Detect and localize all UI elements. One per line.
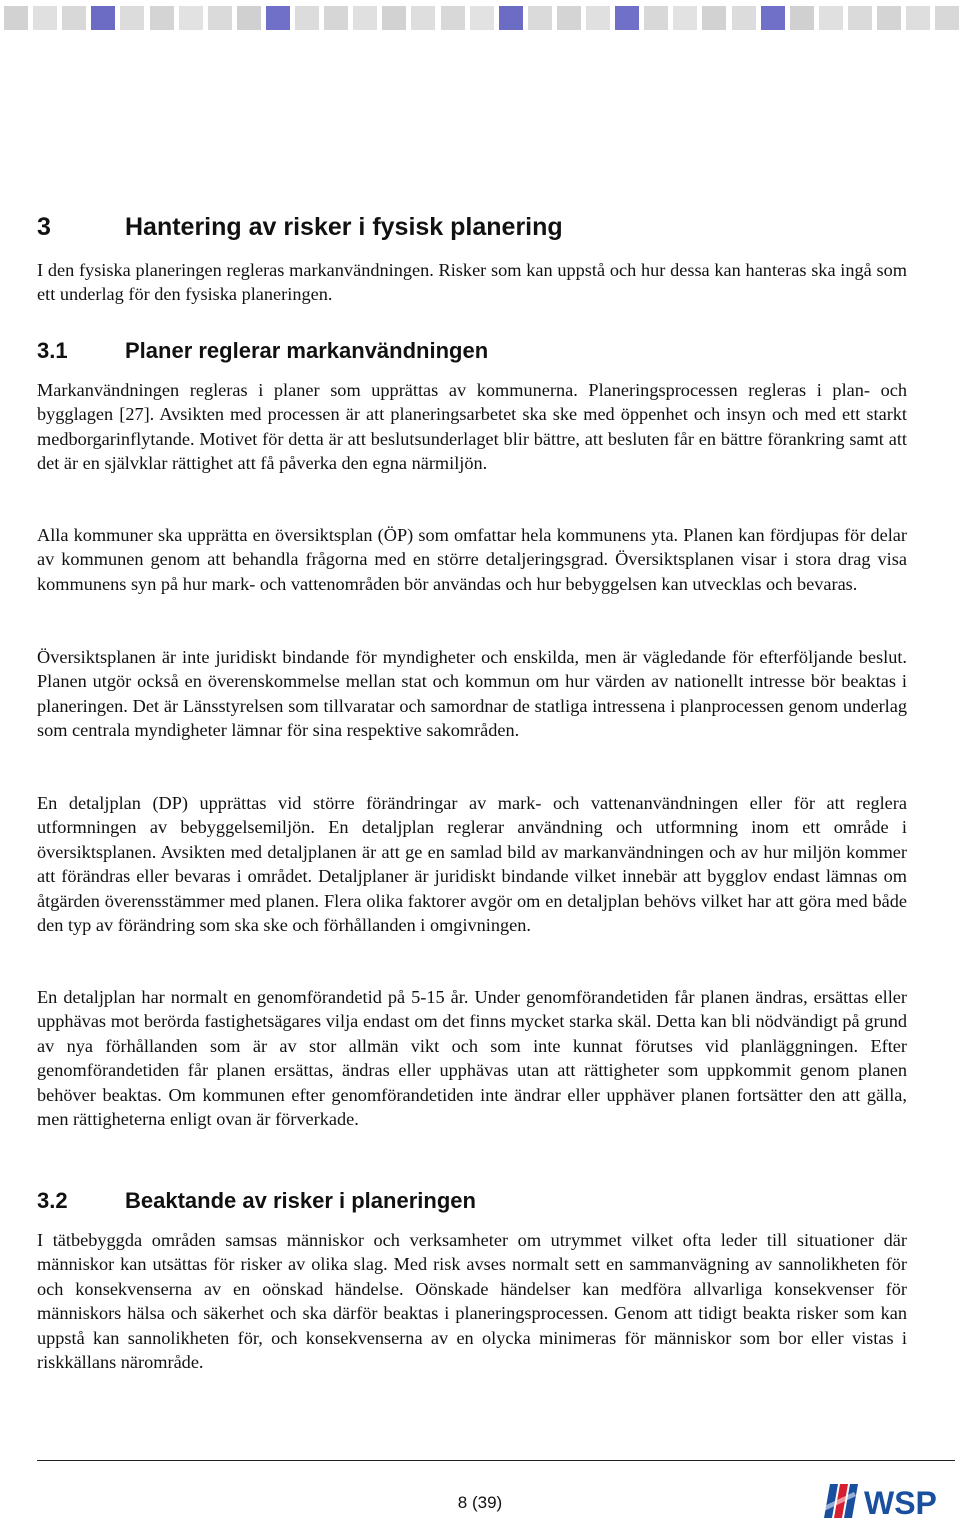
header-square [470,6,494,30]
body-paragraph: Alla kommuner ska upprätta en översiktsplan (ÖP) som omfattar hela kommunens yta. Planen kan fördjupas för delar av kommunen genom att behandla frågorna med en större detaljeringsgrad. Översiktsplanen visar i stora drag visa kommunens syn på hur mark- och vattenområden bör användas och hur bebyggelsen kan utvecklas och bevaras. [37,525,907,594]
section-intro-paragraph: I den fysiska planeringen regleras markanvändningen. Risker som kan uppstå och hur dessa kan hanteras ska ingå som ett underlag för den fysiska planeringen. [37,260,907,305]
header-square [208,6,232,30]
wsp-logo [820,1478,960,1522]
header-square [411,6,435,30]
section-number: 3.1 [37,338,68,363]
body-paragraph: Markanvändningen regleras i planer som upprättas av kommunerna. Planeringsprocessen regleras i plan- och bygglagen [27]. Avsikten med processen är att planeringsarbetet ska ske med öppenhet och insyn och med ett starkt medborgarinflytande. Motivet för detta är att beslutsunderlaget blir bättre, att besluten får en bättre förankring samt att det är en självklar rättighet att få påverka den egna närmiljön. [37,380,907,474]
section-title: Beaktande av risker i planeringen [125,1188,476,1213]
header-square [644,6,668,30]
footer-divider [37,1460,955,1461]
body-paragraph: En detaljplan har normalt en genomförandetid på 5-15 år. Under genomförandetiden får planen ändras, ersättas eller upphävas mot berörda fastighetsägares vilja endast om det finns mycket starka skäl. Detta kan bli nödvändigt på grund av nya förhållanden som är av stor allmän vikt och som inte kunnat förutses vid planläggningen. Efter genomförandetiden får planen ersättas, ändras eller upphävas utan att rättigheter som uppkommit genom planen behöver beaktas. Om kommunen efter genomförandetiden inte ändrar eller upphäver planen fortsätter den att gälla, men rättigheterna enligt ovan är förverkade. [37,987,907,1130]
header-square [615,6,639,30]
header-square [702,6,726,30]
page-number: 8 (39) [457,1493,503,1512]
header-square [732,6,756,30]
header-square [761,6,785,30]
body-paragraph: En detaljplan (DP) upprättas vid större förändringar av mark- och vattenanvändningen eller för att reglera utformningen av bebyggelsemiljön. En detaljplan reglerar användning och utformning inom ett område i översiktsplanen. Avsikten med detaljplanen är att ge en samlad bild av markanvändningen och av hur miljön kommer att förändras eller bevaras i området. Detaljplaner är juridiskt bindande vilket innebär att bygglov endast lämnas om åtgärden överensstämmer med planen. Flera olika faktorer avgör om en detaljplan behövs vilket har att göra med både den typ av förändring som ska ske och förhållanden i omgivningen. [37,793,907,936]
header-square [62,6,86,30]
header-square [179,6,203,30]
header-square [790,6,814,30]
header-square [528,6,552,30]
section-number: 3.2 [37,1188,68,1213]
body-paragraph: Översiktsplanen är inte juridiskt bindande för myndigheter och enskilda, men är vägledande för efterföljande beslut. Planen utgör också en överenskommelse mellan stat och kommun om hur värden av nationellt intresse bör beaktas i planeringen. Det är Länsstyrelsen som tillvaratar och samordnar de statliga intressena i planprocessen genom underlag som centrala myndigheter lämnar för sina respektive sakområden. [37,647,907,741]
header-square [295,6,319,30]
header-square [441,6,465,30]
header-square [877,6,901,30]
section-title: Hantering av risker i fysisk planering [125,213,563,241]
header-square [120,6,144,30]
section-title: Planer reglerar markanvändningen [125,338,489,363]
wsp-logo-mark-icon [820,1484,858,1518]
section-number: 3 [37,213,51,241]
header-square [382,6,406,30]
header-square [353,6,377,30]
header-square [237,6,261,30]
header-square [673,6,697,30]
decorative-header-bar [0,0,960,36]
header-square [91,6,115,30]
header-square [4,6,28,30]
body-paragraph: I tätbebyggda områden samsas människor och verksamheter om utrymmet vilket ofta leder till situationer där människor kan utsättas för risker av olika slag. Med risk avses normalt sett en sammanvägning av sannolikheten för och konsekvenserna av en oönskad händelse. Oönskade händelser kan medföra allvarliga konsekvenser för människors hälsa och säkerhet och ska därför beaktas i planeringsprocessen. Genom att tidigt beakta risker som kan uppstå kan sannolikheten för, och konsekvenserna av en olycka minimeras för människor som bor eller vistas i riskkällans närområde. [37,1230,907,1373]
header-square [150,6,174,30]
header-square [848,6,872,30]
header-square [499,6,523,30]
header-square [324,6,348,30]
header-square [557,6,581,30]
header-square [586,6,610,30]
header-square [33,6,57,30]
header-square [906,6,930,30]
wsp-logo-text: WSP [864,1485,937,1521]
header-square [935,6,959,30]
header-square [266,6,290,30]
header-square [819,6,843,30]
